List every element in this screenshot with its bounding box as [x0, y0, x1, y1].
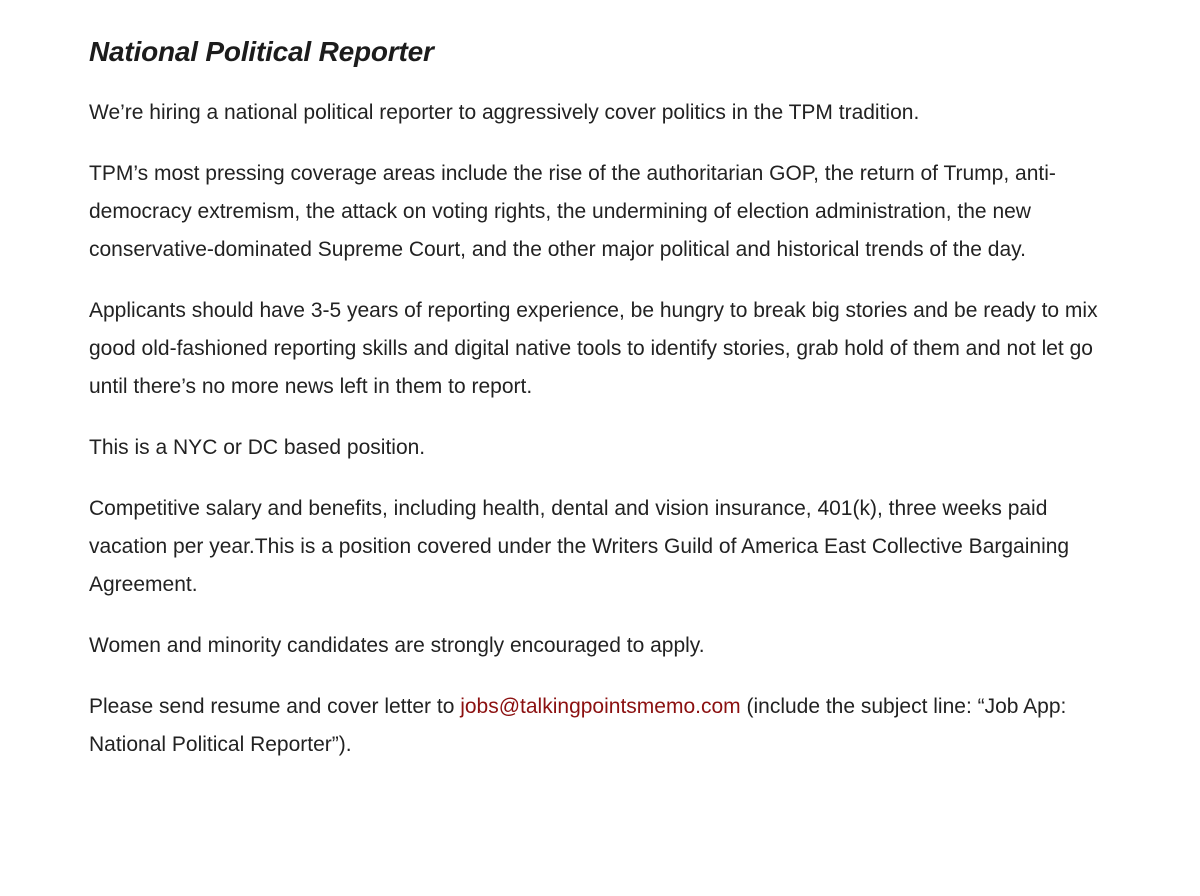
apply-text-before: Please send resume and cover letter to [89, 695, 461, 718]
coverage-areas-paragraph: TPM’s most pressing coverage areas include the rise of the authoritarian GOP, the return of Trump, anti-democracy extremism, the attack on voting rights, the undermining of election administration, the new conservative-dominated Supreme Court, and the other major political and historical trends of the day. [89, 162, 1056, 261]
intro-paragraph: We’re hiring a national political reporter to aggressively cover politics in the TPM tradition. [89, 101, 920, 124]
location-paragraph: This is a NYC or DC based position. [89, 436, 426, 459]
apply-paragraph [89, 688, 1119, 764]
requirements-paragraph: Applicants should have 3-5 years of reporting experience, be hungry to break big stories and be ready to mix good old-fashioned reporting skills and digital native tools to identify stories, grab hold of them and not let go until there’s no more news left in them to report. [89, 299, 1098, 398]
email-link[interactable]: jobs@talkingpointsmemo.com [460, 695, 741, 718]
benefits-paragraph: Competitive salary and benefits, including health, dental and vision insurance, 401(k), three weeks paid vacation per year.This is a position covered under the Writers Guild of America East Collective Bargaining Agreement. [89, 497, 1070, 596]
job-posting [89, 30, 1119, 764]
job-title: National Political Reporter [89, 36, 434, 67]
diversity-paragraph: Women and minority candidates are strongly encouraged to apply. [89, 634, 705, 657]
apply-text-after: (include the subject line: “Job App: National Political Reporter”). [89, 695, 1067, 756]
